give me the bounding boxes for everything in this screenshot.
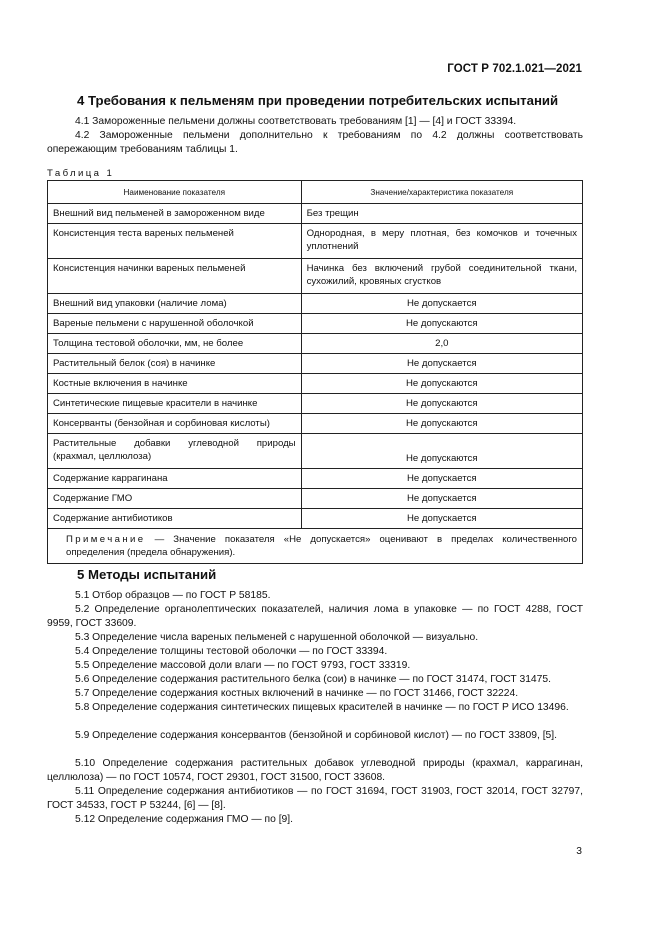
table-row <box>48 334 583 354</box>
table-row <box>48 489 583 509</box>
row-name: Содержание ГМО <box>48 489 302 509</box>
method-item-text: 5.7 Определение содержания костных включений в начинке — по ГОСТ 31466, ГОСТ 32224. <box>75 688 519 699</box>
note-label: Примечание <box>66 534 146 545</box>
method-item-text: 5.1 Отбор образцов — по ГОСТ Р 58185. <box>75 590 271 601</box>
row-value: Не допускаются <box>301 394 582 414</box>
method-item <box>47 785 583 814</box>
method-item <box>47 589 583 603</box>
row-value: Не допускается <box>301 509 582 529</box>
paragraph-4-2-text: 4.2 Замороженные пельмени дополнительно к требованиям по 4.2 должны соответствовать опережающим требованиям таблицы 1. <box>47 130 583 156</box>
table-row <box>48 414 583 434</box>
row-value: Не допускаются <box>301 434 582 469</box>
note-text: — Значение показателя «Не допускается» оценивают в пределах количественного определения (предела обнаружения). <box>66 534 577 558</box>
section-4-title: 4 Требования к пельменям при проведении потребительских испытаний <box>77 93 559 108</box>
row-name: Растительные добавки углеводной природы (крахмал, целлюлоза) <box>48 434 302 469</box>
table-row <box>48 294 583 314</box>
table-row <box>48 354 583 374</box>
paragraph-4-1-text: 4.1 Замороженные пельмени должны соответствовать требованиям [1] — [4] и ГОСТ 33394. <box>75 116 517 127</box>
table-row <box>48 224 583 259</box>
method-item-text: 5.2 Определение органолептических показателей, наличия лома в упаковке — по ГОСТ 4288, ГОСТ 9959, ГОСТ 33609. <box>47 604 583 630</box>
row-value: Однородная, в меру плотная, без комочков и точечных уплотнений <box>301 224 582 259</box>
method-item-text: 5.3 Определение числа вареных пельменей с нарушенной оболочкой — визуально. <box>75 632 479 643</box>
row-value: Не допускается <box>301 489 582 509</box>
row-value: Не допускается <box>301 294 582 314</box>
row-value: Не допускаются <box>301 314 582 334</box>
row-name: Консистенция начинки вареных пельменей <box>48 259 302 294</box>
method-item-text: 5.8 Определение содержания синтетических пищевых красителей в начинке — по ГОСТ Р ИСО 13496. <box>75 702 569 713</box>
row-name: Консерванты (бензойная и сорбиновая кислоты) <box>48 414 302 434</box>
row-value: Начинка без включений грубой соединительной ткани, сухожилий, кровяных сгустков <box>301 259 582 294</box>
row-name: Синтетические пищевые красители в начинке <box>48 394 302 414</box>
row-name: Содержание антибиотиков <box>48 509 302 529</box>
row-name: Внешний вид пельменей в замороженном виде <box>48 204 302 224</box>
method-item <box>47 687 583 701</box>
row-value: Не допускаются <box>301 374 582 394</box>
method-item <box>47 757 583 786</box>
table-row <box>48 394 583 414</box>
method-item-text: 5.4 Определение толщины тестовой оболочки — по ГОСТ 33394. <box>75 646 388 657</box>
header-indicator-name: Наименование показателя <box>48 181 302 204</box>
row-name: Вареные пельмени с нарушенной оболочкой <box>48 314 302 334</box>
table-note-row <box>48 529 583 564</box>
method-item <box>47 603 583 632</box>
paragraph-4-1 <box>47 115 583 129</box>
paragraph-4-2 <box>47 129 583 158</box>
row-name: Внешний вид упаковки (наличие лома) <box>48 294 302 314</box>
method-item <box>47 701 583 715</box>
method-item-text: 5.5 Определение массовой доли влаги — по ГОСТ 9793, ГОСТ 33319. <box>75 660 411 671</box>
method-item-text: 5.9 Определение содержания консервантов (бензойной и сорбиновой кислот) — по ГОСТ 33809, [5]. <box>75 730 558 741</box>
row-value: Не допускаются <box>301 414 582 434</box>
method-item <box>47 631 583 645</box>
table-row <box>48 434 583 469</box>
section-5-title: 5 Методы испытаний <box>77 567 217 582</box>
method-item <box>47 729 583 743</box>
page-number: 3 <box>576 846 582 857</box>
row-value: Не допускается <box>301 469 582 489</box>
method-item-text: 5.12 Определение содержания ГМО — по [9]. <box>75 814 293 825</box>
table-row <box>48 374 583 394</box>
document-code: ГОСТ Р 702.1.021—2021 <box>447 63 582 75</box>
row-value: 2,0 <box>301 334 582 354</box>
requirements-table <box>47 180 583 564</box>
table-row <box>48 204 583 224</box>
method-item-text: 5.6 Определение содержания растительного белка (сои) в начинке — по ГОСТ 31474, ГОСТ 31475. <box>75 674 551 685</box>
table-row <box>48 509 583 529</box>
table-row <box>48 469 583 489</box>
row-name: Толщина тестовой оболочки, мм, не более <box>48 334 302 354</box>
row-name: Костные включения в начинке <box>48 374 302 394</box>
table-row <box>48 314 583 334</box>
table-caption: Таблица 1 <box>47 168 115 179</box>
row-name: Растительный белок (соя) в начинке <box>48 354 302 374</box>
table-note <box>48 529 583 564</box>
header-indicator-value: Значение/характеристика показателя <box>301 181 582 204</box>
method-item-text: 5.11 Определение содержания антибиотиков — по ГОСТ 31694, ГОСТ 31903, ГОСТ 32014, ГОСТ 32797, ГОСТ 34533, ГОСТ Р 53244, [6] — [8]. <box>47 786 583 812</box>
method-item <box>47 813 583 827</box>
table-row <box>48 259 583 294</box>
method-item-text: 5.10 Определение содержания растительных добавок углеводной природы (крахмал, каррагинан, целлюлоза) — по ГОСТ 10574, ГОСТ 29301, ГОСТ 31500, ГОСТ 33608. <box>47 758 583 784</box>
method-item <box>47 673 583 687</box>
method-item <box>47 645 583 659</box>
method-item <box>47 659 583 673</box>
row-name: Консистенция теста вареных пельменей <box>48 224 302 259</box>
row-name: Содержание каррагинана <box>48 469 302 489</box>
row-value: Без трещин <box>301 204 582 224</box>
row-value: Не допускается <box>301 354 582 374</box>
table-header-row <box>48 181 583 204</box>
